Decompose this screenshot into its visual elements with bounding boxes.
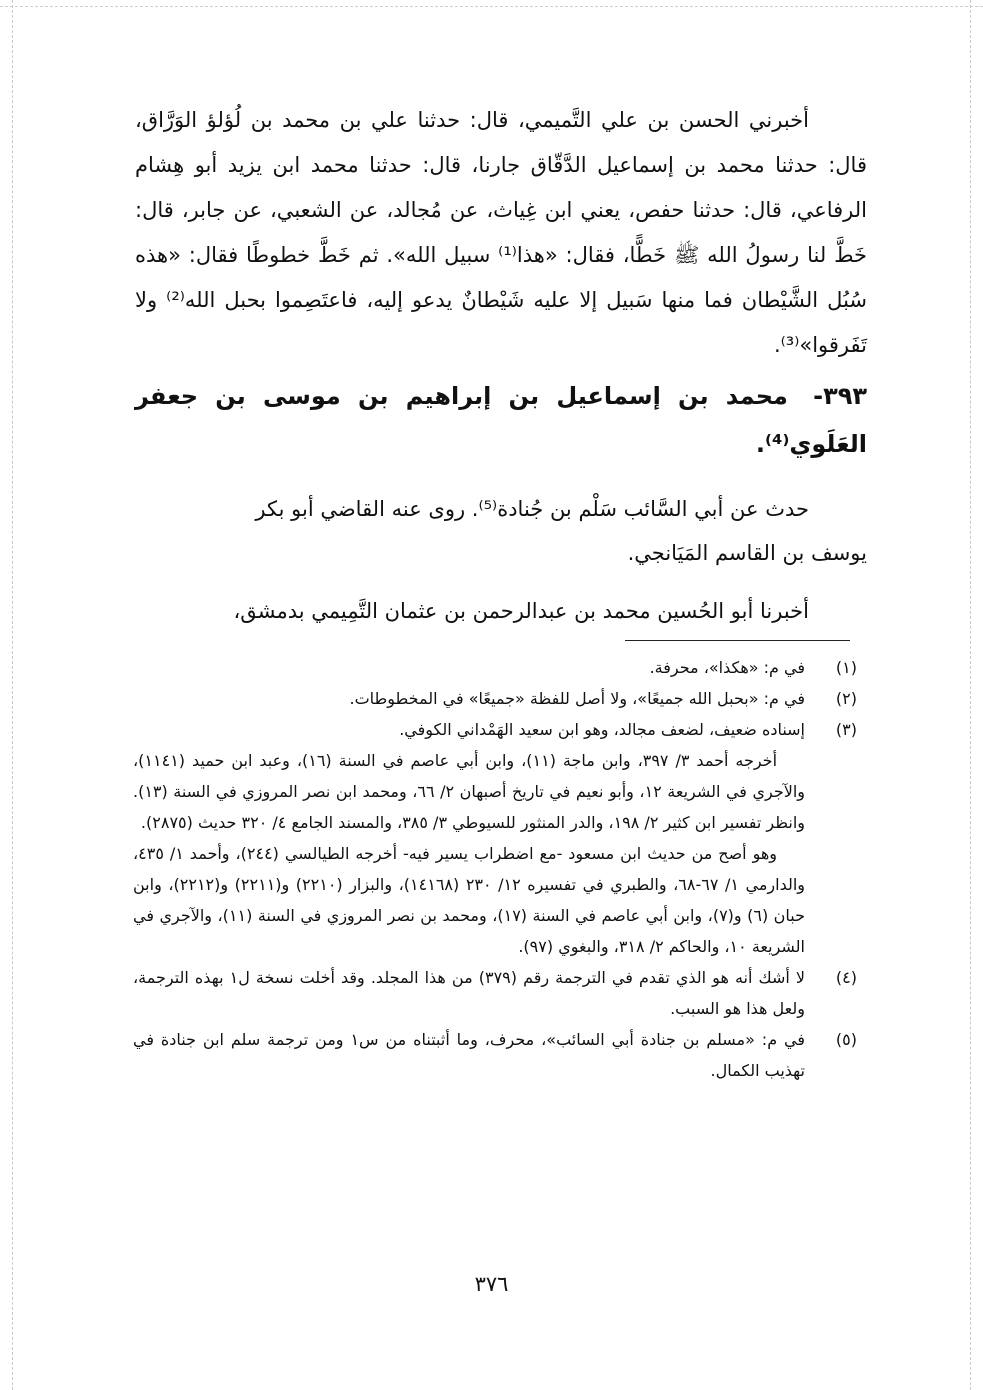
footnote-3-takhrij: أخرجه أحمد ٣/ ٣٩٧، وابن ماجة (١١)، وابن أبي عاصم في السنة (١٦)، وعبد ابن حميد (١١٤١)، والآجري في الشريعة ١٢، وأبو نعيم في تاريخ أصبهان ٢/ ٦٦، ومحمد ابن نصر المروزي في السنة (١٣). وانظر تفسير ابن كثير ٢/ ١٩٨، والدر المنثور للسيوطي ٣/ ٣٨٥، والمسند الجامع ٤/ ٣٢٠ حديث (٢٨٧٥). [133,751,806,832]
footnote-text: لا أشك أنه هو الذي تقدم في الترجمة رقم (٣٧٩) من هذا المجلد. وقد أخلت نسخة ل١ بهذه الترجمة، ولعل هذا هو السبب. [133,968,806,1018]
footnote-number: (٣) [835,720,857,739]
entry-paragraph-line1: حدث عن أبي السَّائب سَلْم بن جُنادة⁽⁵⁾. روى عنه القاضي أبو بكر [255,497,809,521]
entry-body [135,487,867,633]
entry-paragraph [135,487,867,531]
entry-heading-line [135,372,867,468]
main-text-block [135,98,867,368]
footnote-5 [133,1024,857,1086]
hadith-paragraph: أخبرني الحسن بن علي التَّميمي، قال: حدثنا علي بن محمد بن لُؤلؤ الوَرَّاق، قال: حدثنا محمد بن إسماعيل الدَّقّاق جارنا، قال: حدثنا محمد ابن يزيد أبو هِشام الرفاعي، قال: حدثنا حفص، يعني ابن غِياث، عن مُجالد، عن الشعبي، عن جابر، قال: خَطَّ لنا رسولُ الله ﷺ خَطًّا، فقال: «هذا⁽¹⁾ سبيل الله». ثم خَطَّ خطوطًا فقال: «هذه سُبُل الشَّيْطان فما منها سَبيل إلا عليه شَيْطانٌ يدعو إليه، فاعتَصِموا بحبل الله⁽²⁾ ولا تَفَرقوا»⁽³⁾. [135,108,867,357]
entry-heading [135,372,867,468]
footnote-1 [133,652,857,683]
footnote-3-takhrij-2: وهو أصح من حديث ابن مسعود -مع اضطراب يسير فيه- أخرجه الطيالسي (٢٤٤)، وأحمد ١/ ٤٣٥، والدارمي ١/ ٦٧-٦٨، والطبري في تفسيره ١٢/ ٢٣٠ (١٤١٦٨)، والبزار (٢٢١٠) و(٢٢١١) و(٢٢١٢)، وابن حبان (٦) و(٧)، وابن أبي عاصم في السنة (١٧)، ومحمد بن نصر المروزي في السنة (١١)، والآجري في الشريعة ١٠، والحاكم ٢/ ٣١٨، والبغوي (٩٧). [133,844,806,956]
scan-edge-left [12,0,13,1390]
footnote-number: (٤) [835,968,857,987]
scan-edge-top [0,6,983,7]
footnote-text: إسناده ضعيف، لضعف مجالد، وهو ابن سعيد الهَمْداني الكوفي. [399,720,805,739]
footnote-4 [133,962,857,1024]
footnote-text: في م: «بحبل الله جميعًا»، ولا أصل للفظة «جميعًا» في المخطوطات. [349,689,805,708]
footnote-separator [625,640,850,641]
scan-edge-right [970,0,971,1390]
footnote-3 [133,714,857,745]
isnad-paragraph: أخبرنا أبو الحُسين محمد بن عبدالرحمن بن عثمان التَّمِيمي بدمشق، [233,599,809,623]
footnote-number: (٢) [835,689,857,708]
page-number: ٣٧٦ [474,1272,509,1296]
entry-number: ٣٩٣- [813,382,868,410]
footnotes [133,652,857,1086]
footnote-text: في م: «هكذا»، محرفة. [649,658,805,677]
entry-title: محمد بن إسماعيل بن إبراهيم بن موسى بن جعفر العَلَوي⁽⁴⁾. [135,382,867,458]
entry-paragraph-cont: يوسف بن القاسم المَيَانجي. [627,541,867,565]
footnote-number: (١) [835,658,857,677]
footnote-number: (٥) [835,1030,857,1049]
footnote-2 [133,683,857,714]
footnote-text: في م: «مسلم بن جنادة أبي السائب»، محرف، وما أثبتناه من س١ ومن ترجمة سلم ابن جنادة في تهذيب الكمال. [133,1030,805,1080]
